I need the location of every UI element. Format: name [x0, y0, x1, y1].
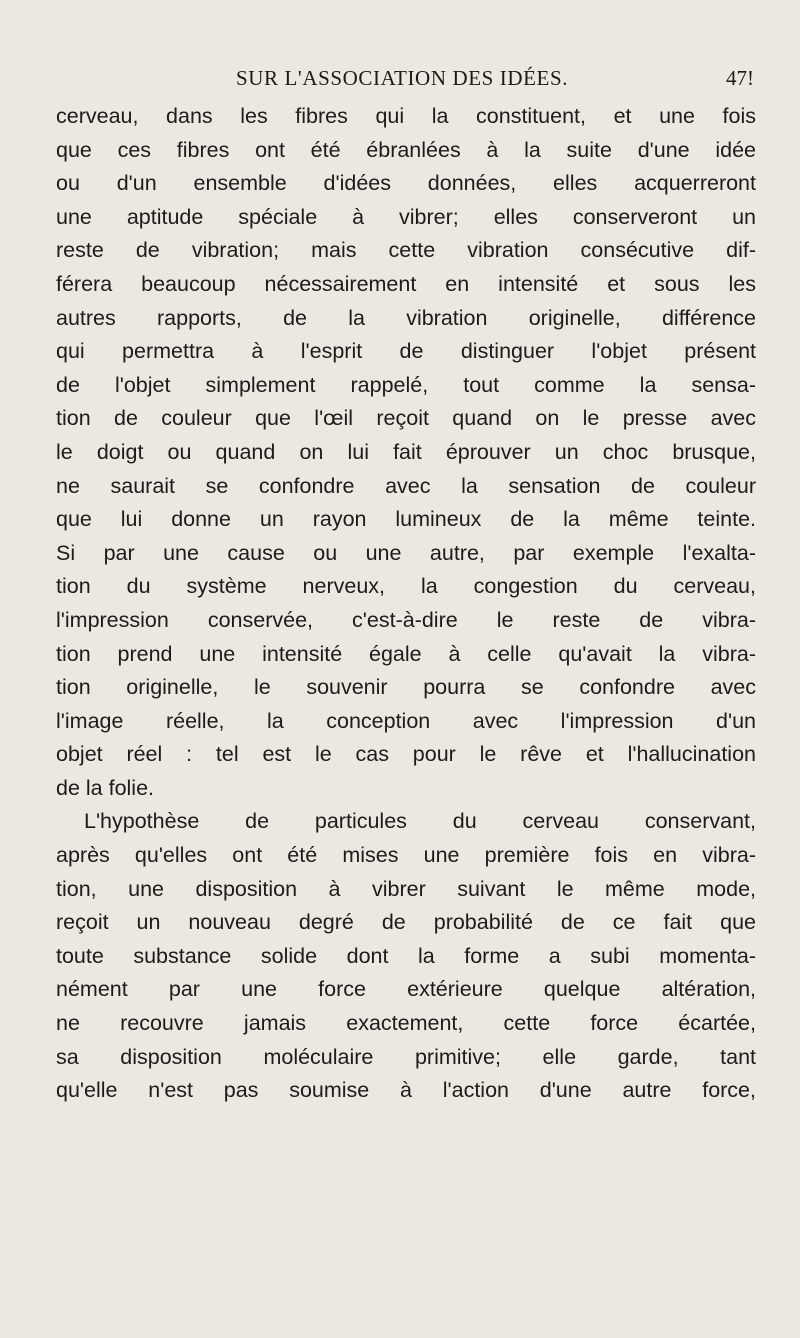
text-line: reçoit un nouveau degré de probabilité de ce fait que: [56, 910, 756, 935]
text-line: ne saurait se confondre avec la sensation de couleur: [56, 473, 756, 498]
paragraph-1: [56, 100, 756, 805]
paragraph-2: [56, 805, 756, 1107]
text-line: objet réel : tel est le cas pour le rêve et l'hallucination: [56, 742, 756, 767]
running-title: SUR L'ASSOCIATION DES IDÉES.: [236, 66, 569, 90]
text-line: sa disposition moléculaire primitive; elle garde, tant: [56, 1044, 756, 1069]
text-line: L'hypothèse de particules du cerveau conservant,: [84, 809, 756, 834]
text-line: Si par une cause ou une autre, par exemple l'exalta-: [56, 540, 756, 565]
page-number: 47!: [726, 66, 754, 90]
running-head: [0, 66, 800, 94]
text-line: une aptitude spéciale à vibrer; elles conserveront un: [56, 204, 756, 229]
text-line: de l'objet simplement rappelé, tout comme la sensa-: [56, 372, 756, 397]
text-line: tion, une disposition à vibrer suivant le même mode,: [56, 876, 756, 901]
text-line: tion prend une intensité égale à celle qu'avait la vibra-: [56, 641, 756, 666]
text-line: tion de couleur que l'œil reçoit quand on le presse avec: [56, 406, 756, 431]
text-line: l'image réelle, la conception avec l'impression d'un: [56, 708, 756, 733]
text-line: que lui donne un rayon lumineux de la même teinte.: [56, 507, 756, 532]
text-line: de la folie.: [56, 775, 155, 800]
text-line: autres rapports, de la vibration originelle, différence: [56, 305, 756, 330]
body-text: [56, 100, 756, 1108]
text-line: tion du système nerveux, la congestion du cerveau,: [56, 574, 756, 599]
text-line: le doigt ou quand on lui fait éprouver un choc brusque,: [56, 439, 756, 464]
text-line: cerveau, dans les fibres qui la constituent, et une fois: [56, 104, 756, 128]
text-line: reste de vibration; mais cette vibration consécutive dif-: [56, 238, 756, 263]
text-line: après qu'elles ont été mises une première fois en vibra-: [56, 843, 756, 868]
text-line: que ces fibres ont été ébranlées à la suite d'une idée: [56, 137, 756, 162]
text-line: qu'elle n'est pas soumise à l'action d'une autre force,: [56, 1078, 756, 1103]
text-line: toute substance solide dont la forme a subi momenta-: [56, 943, 756, 968]
text-line: ne recouvre jamais exactement, cette force écartée,: [56, 1011, 756, 1036]
text-line: férera beaucoup nécessairement en intensité et sous les: [56, 271, 756, 296]
text-line: nément par une force extérieure quelque altération,: [56, 977, 756, 1002]
text-line: tion originelle, le souvenir pourra se confondre avec: [56, 675, 756, 700]
text-line: l'impression conservée, c'est-à-dire le reste de vibra-: [56, 607, 756, 632]
text-line: qui permettra à l'esprit de distinguer l'objet présent: [56, 339, 756, 364]
text-line: ou d'un ensemble d'idées données, elles acquerreront: [56, 171, 756, 196]
